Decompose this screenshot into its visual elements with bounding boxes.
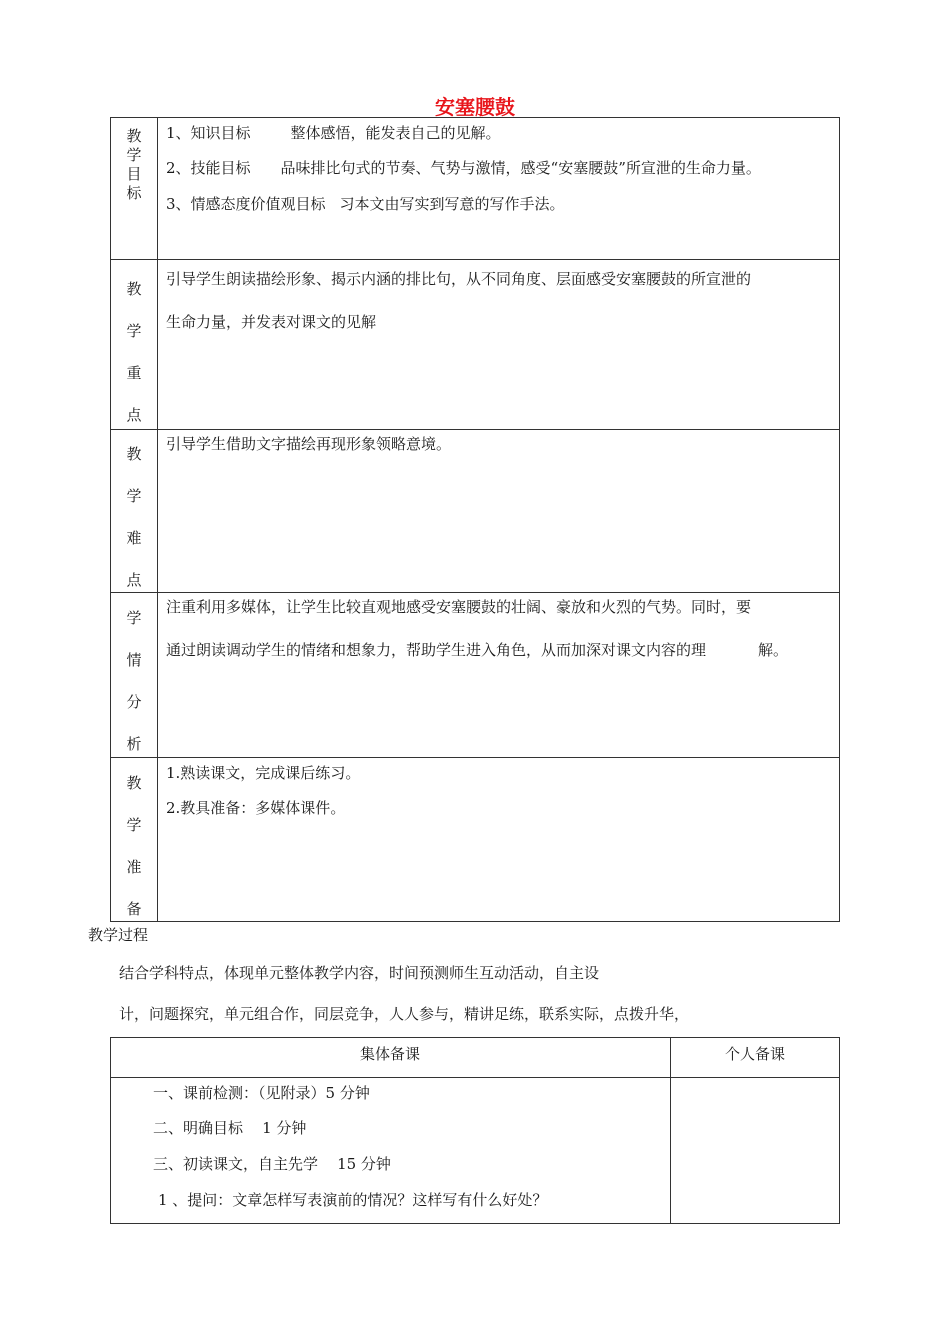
row-divider [110, 592, 840, 593]
plan-step: 三、初读课文，自主先学 15 分钟 [153, 1155, 391, 1173]
planning-header-divider [110, 1077, 840, 1078]
key-points-line: 引导学生朗读描绘形象、揭示内涵的排比句，从不同角度、层面感受安塞腰鼓的所宣泄的 [166, 270, 752, 288]
objective-line: 3、情感态度价值观目标 习本文由写实到写意的写作手法。 [166, 195, 565, 213]
collective-planning-header: 集体备课 [359, 1045, 420, 1063]
planning-column-divider [670, 1037, 671, 1224]
row-divider [110, 757, 840, 758]
student-analysis-line: 注重利用多媒体，让学生比较直观地感受安塞腰鼓的壮阔、豪放和火烈的气势。同时，要 [166, 598, 752, 616]
objectives-label: 教 学 目 标 [126, 127, 142, 202]
label-column-divider [157, 117, 158, 922]
plan-step: 一、课前检测：（见附录）5 分钟 [153, 1084, 370, 1102]
preparation-line: 1.熟读课文，完成课后练习。 [166, 764, 361, 782]
process-line: 计，问题探究，单元组合作，同层竞争，人人参与，精讲足练，联系实际，点拨升华， [119, 1005, 690, 1023]
plan-step: 1 、提问：文章怎样写表演前的情况？这样写有什么好处？ [158, 1191, 548, 1209]
document-title: 安塞腰鼓 [435, 95, 515, 119]
personal-planning-header: 个人备课 [724, 1045, 785, 1063]
process-line: 结合学科特点，体现单元整体教学内容，时间预测师生互动活动，自主设 [119, 964, 600, 982]
student-analysis-label: 学 情 分 析 [126, 609, 142, 753]
row-divider [110, 429, 840, 430]
process-label: 教学过程 [88, 926, 149, 944]
student-analysis-line: 通过朗读调动学生的情绪和想象力，帮助学生进入角色，从而加深对课文内容的理 解。 [166, 641, 789, 659]
difficulties-label: 教 学 难 点 [126, 445, 142, 589]
key-points-label: 教 学 重 点 [126, 280, 142, 424]
difficulties-line: 引导学生借助文字描绘再现形象领略意境。 [166, 435, 452, 453]
key-points-line: 生命力量，并发表对课文的见解 [166, 313, 377, 331]
preparation-label: 教 学 准 备 [126, 774, 142, 918]
objective-line: 2、技能目标 品味排比句式的节奏、气势与激情，感受“安塞腰鼓”所宣泄的生命力量。 [166, 159, 761, 177]
objective-line: 1、知识目标 整体感悟，能发表自己的见解。 [166, 124, 501, 142]
plan-step: 二、明确目标 1 分钟 [153, 1119, 307, 1137]
row-divider [110, 259, 840, 260]
preparation-line: 2.教具准备：多媒体课件。 [166, 799, 346, 817]
